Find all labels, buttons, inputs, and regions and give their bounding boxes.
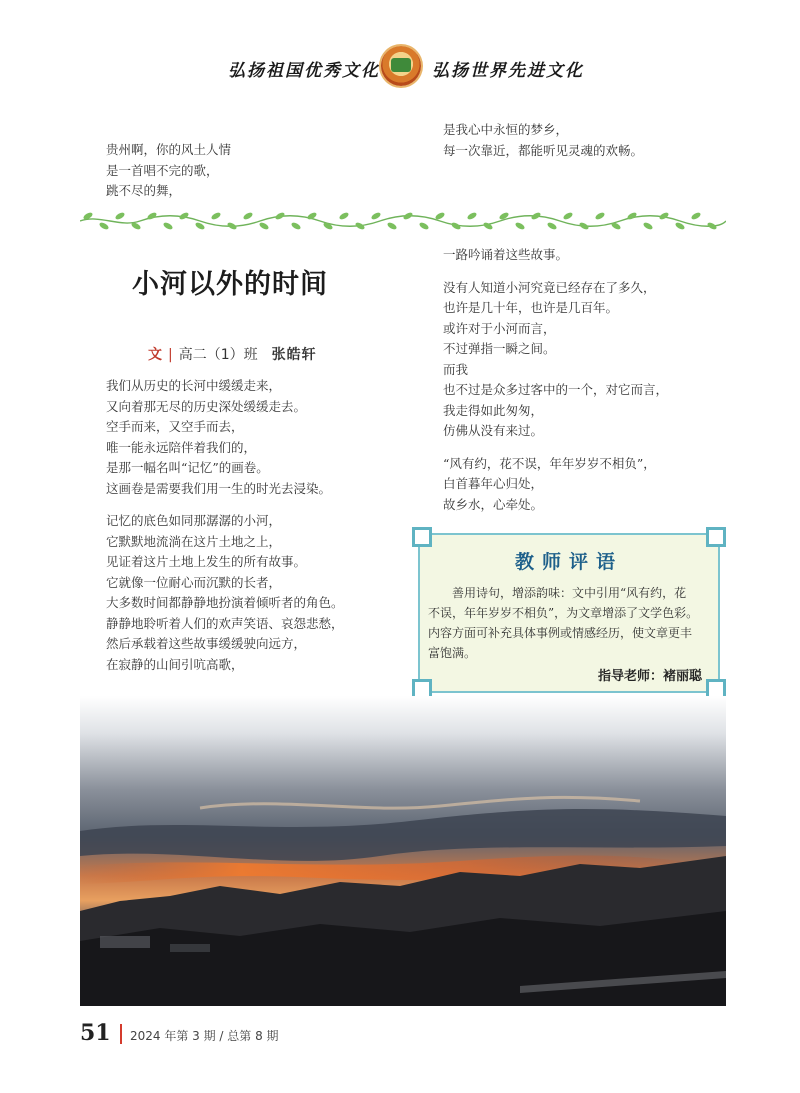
vine-leaf (338, 211, 349, 221)
byline-author: 张皓轩 (271, 347, 317, 363)
teacher-comment-title: 教师评语 (514, 551, 623, 573)
byline-prefix: 文 (148, 347, 162, 363)
page-footer (80, 1020, 720, 1050)
text-line: 故乡水，心牵处。 (443, 496, 544, 512)
intro-right-text (443, 120, 643, 161)
text-line: 一路吟诵着这些故事。 (443, 247, 569, 262)
vine-leaf (370, 211, 381, 221)
vine-leaf (418, 221, 429, 231)
teacher-comment-advisor: 指导老师：褚丽聪 (597, 669, 702, 684)
vine-leaf (242, 211, 253, 221)
comment-line: 不误，年年岁岁不相负”，为文章增添了文学色彩。 (428, 606, 699, 620)
text-line: 仿佛从没有来过。 (443, 423, 544, 438)
text-line: 是那一幅名叫“记忆”的画卷。 (106, 460, 269, 475)
vine-leaf (594, 211, 605, 221)
text-line: 唯一能永远陪伴着我们的， (106, 439, 257, 455)
vine-leaf (642, 221, 653, 231)
issue-info: 2024 年第 3 期 / 总第 8 期 (130, 1029, 279, 1043)
vine-leaf (258, 221, 269, 231)
text-line: 然后承载着这些故事缓缓驶向远方， (106, 636, 307, 651)
vine-leaf (290, 221, 301, 231)
text-line: 白首暮年心归处， (443, 476, 544, 491)
text-line: 它就像一位耐心而沉默的长者， (106, 574, 282, 590)
comment-line: 善用诗句，增添韵味：文中引用“风有约，花 (452, 586, 687, 600)
text-line: 或许对于小河而言， (443, 320, 556, 336)
slogan-left: 弘扬祖国优秀文化 (228, 61, 380, 81)
text-line: 它默默地流淌在这片土地之上， (106, 533, 282, 549)
vine-leaf (146, 211, 157, 221)
slogan-right: 弘扬世界先进文化 (432, 61, 584, 81)
text-line: 跳不尽的舞， (106, 183, 182, 198)
comment-line: 内容方面可补充具体事例或情感经历，使文章更丰 (428, 626, 693, 640)
vine-leaf (466, 211, 477, 221)
vine-divider (80, 210, 726, 232)
page-number: 51 (80, 1020, 111, 1046)
vine-leaf (210, 211, 221, 221)
text-line: 记忆的底色如同那潺潺的小河， (106, 513, 282, 528)
vine-leaf (114, 211, 125, 221)
text-line: 这画卷是需要我们用一生的时光去浸染。 (106, 480, 332, 496)
vine-leaf (482, 221, 493, 231)
intro-left-text (106, 140, 231, 202)
vine-leaf (162, 221, 173, 231)
article-title: 小河以外的时间 (132, 269, 328, 300)
article-body-right (443, 245, 668, 515)
text-line: 大多数时间都静静地扮演着倾听者的角色。 (106, 595, 344, 610)
article-byline: 文 | 高二（1）班 张皓轩 (148, 347, 317, 363)
school-emblem-icon (381, 46, 421, 86)
vine-leaf (98, 221, 109, 231)
vine-leaf (626, 211, 637, 221)
text-line: 是一首唱不完的歌， (106, 162, 219, 178)
article-body-left (106, 376, 344, 675)
vine-leaf (514, 221, 525, 231)
vine-leaf (562, 211, 573, 221)
text-line: 空手而来，又空手而去， (106, 419, 244, 434)
comment-line: 富饱满。 (428, 646, 477, 660)
text-line: 静静地聆听着人们的欢声笑语、哀怨悲愁， (106, 615, 344, 631)
text-line: 见证着这片土地上发生的所有故事。 (106, 554, 307, 569)
text-line: 每一次靠近，都能听见灵魂的欢畅。 (443, 142, 644, 158)
vine-leaf (546, 221, 557, 231)
sunset-landscape-photo (80, 696, 726, 1006)
text-line: 不过弹指一瞬之间。 (443, 341, 556, 356)
text-line: “风有约，花不误，年年岁岁不相负”， (443, 455, 656, 471)
teacher-comment-body (428, 583, 712, 663)
teacher-comment-box (418, 533, 720, 693)
byline-class: 高二（1）班 (178, 347, 258, 363)
vine-leaf (386, 221, 397, 231)
text-line: 我走得如此匆匆， (443, 402, 544, 418)
vine-leaf (690, 211, 701, 221)
text-line: 贵州啊，你的风土人情 (106, 142, 232, 157)
text-line: 也许是几十年，也许是几百年。 (443, 300, 619, 315)
text-line: 没有人知道小河究竟已经存在了多久， (443, 279, 656, 295)
text-line: 在寂静的山间引吭高歌， (106, 656, 244, 672)
text-line: 我们从历史的长河中缓缓走来， (106, 378, 282, 393)
text-line: 是我心中永恒的梦乡， (443, 122, 569, 137)
text-line: 又向着那无尽的历史深处缓缓走去。 (106, 398, 307, 414)
footer-divider (120, 1024, 122, 1044)
text-line: 也不过是众多过客中的一个，对它而言， (443, 382, 669, 397)
text-line: 而我 (443, 361, 469, 377)
page-header (0, 44, 800, 94)
